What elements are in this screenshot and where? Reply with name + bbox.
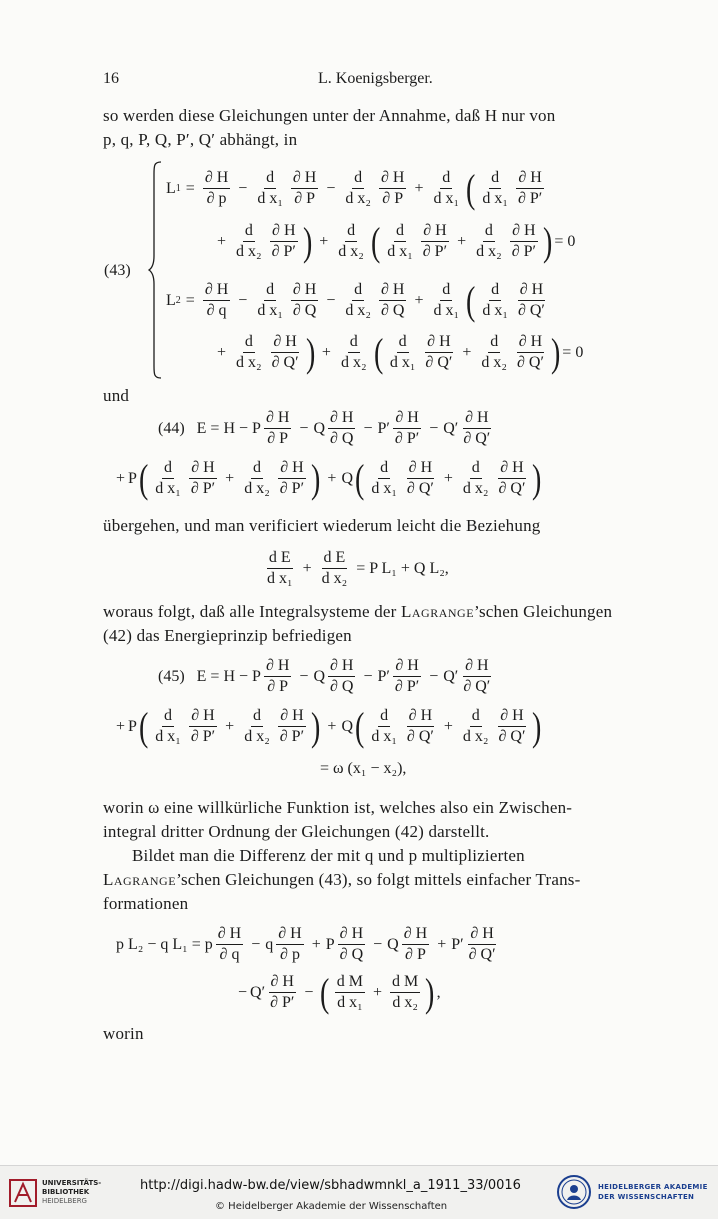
text-line: und (103, 386, 130, 405)
equation-43-line-2: + $\frac{d}{\text{d x₂}}$ $\frac{\partial H}{\partial P'}$ ) + $\frac{d}{\text{d x₂}}$ ( $\frac{d}{\text{d x₁}}$ $\frac{\partial H}{\partial P'}$ + $\frac{d}{\text{d x₂}}$ $\frac{\partial H}{\partial P'}$ ) = 0 (217, 218, 576, 264)
text-line: Bildet man die Differenz der mit q und p multiplizierten (132, 846, 525, 865)
equation-43-line-4: + $\frac{d}{\text{d x₂}}$ $\frac{\partial H}{\partial Q'}$ ) + $\frac{d}{\text{d x₂}}$ ( $\frac{d}{\text{d x₁}}$ $\frac{\partial H}{\partial Q'}$ + $\frac{d}{\text{d x₂}}$ $\frac{\partial H}{\partial Q'}$ ) = 0 (217, 329, 584, 375)
text-line: p, q, P, Q, P′, Q′ abhängt, in (103, 130, 298, 149)
digital-copy-link[interactable]: http://digi.hadw-bw.de/view/sbhadwmnkl_a_1911_33/0016 (140, 1178, 521, 1193)
library-name: UNIVERSITÄTS- BIBLIOTHEK HEIDELBERG (42, 1179, 102, 1205)
difference-equation-line-2: − Q′ $\frac{\partial H}{\partial P'}$ − ( $\frac{\text{d M}}{\text{d x₁}}$ + $\frac{\text{d M}}{\text{d x₂}}$ ) , (238, 969, 441, 1015)
equation-number: (43) (104, 262, 131, 279)
equation-44-line-1: (44) E = H − P $\frac{\partial H}{\partial P}$ − Q $\frac{\partial H}{\partial Q}$ − P′ $\frac{\partial H}{\partial P'}$ − Q′ $\frac{\partial H}{\partial Q'}$ (158, 409, 491, 447)
difference-equation-line-1: p L₂ − q L₁ = p $\frac{\partial H}{\partial q}$ − q $\frac{\partial H}{\partial p}$ + P $\frac{\partial H}{\partial Q}$ − Q $\frac{\partial H}{\partial P}$ + P′ $\frac{\partial H}{\partial Q'}$ (116, 925, 496, 963)
equation-45-line-2: + P ( $\frac{d}{\text{d x₁}}$ $\frac{\partial H}{\partial P'}$ + $\frac{d}{\text{d x₂}}$ $\frac{\partial H}{\partial P'}$ ) + Q ( $\frac{d}{\text{d x₁}}$ $\frac{\partial H}{\partial Q'}$ + $\frac{d}{\text{d x₂}}$ $\frac{\partial H}{\partial Q'}$ ) (116, 703, 542, 749)
text-line: so werden diese Gleichungen unter der Annahme, daß H nur von (103, 106, 556, 125)
academy-name: HEIDELBERGER AKADEMIE DER WISSENSCHAFTEN (598, 1183, 708, 1201)
equation-45-line-1: (45) E = H − P $\frac{\partial H}{\partial P}$ − Q $\frac{\partial H}{\partial Q}$ − P′ $\frac{\partial H}{\partial P'}$ − Q′ $\frac{\partial H}{\partial Q'}$ (158, 657, 491, 695)
equation-45-line-3: = ω (x₁ − x₂), (320, 760, 407, 777)
text-line: worin ω eine willkürliche Funktion ist, welches also ein Zwischen- (103, 798, 573, 817)
text-line: übergehen, und man verificiert wiederum leicht die Beziehung (103, 516, 541, 535)
relation-equation: $\frac{\text{d E}}{\text{d x₁}}$ + $\frac{\text{d E}}{\text{d x₂}}$ = P L₁ + Q L₂, (267, 549, 449, 587)
text-line: Lagrange’schen Gleichungen (43), so folgt mittels einfacher Trans- (103, 870, 581, 889)
equation-43-line-1: L 1 = $\frac{\partial H}{\partial p}$ − $\frac{d}{\text{d x₁}}$ $\frac{\partial H}{\partial P}$ − $\frac{d}{\text{d x₂}}$ $\frac{\partial H}{\partial P}$ + $\frac{d}{\text{d x₁}}$ ( $\frac{d}{\text{d x₁}}$ $\frac{\partial H}{\partial P'}$ (166, 165, 543, 211)
running-title: L. Koenigsberger. (318, 70, 433, 87)
text-line: woraus folgt, daß alle Integralsysteme der Lagrange’schen Gleichungen (103, 602, 613, 621)
text-line: worin (103, 1024, 144, 1043)
academy-seal-icon (556, 1174, 592, 1210)
page-number: 16 (103, 70, 119, 87)
university-library-logo-icon (8, 1176, 38, 1210)
equation-43-line-3: L 2 = $\frac{\partial H}{\partial q}$ − $\frac{d}{\text{d x₁}}$ $\frac{\partial H}{\partial Q}$ − $\frac{d}{\text{d x₂}}$ $\frac{\partial H}{\partial Q}$ + $\frac{d}{\text{d x₁}}$ ( $\frac{d}{\text{d x₁}}$ $\frac{\partial H}{\partial Q'}$ (166, 277, 545, 323)
equation-44-line-2: + P ( $\frac{d}{\text{d x₁}}$ $\frac{\partial H}{\partial P'}$ + $\frac{d}{\text{d x₂}}$ $\frac{\partial H}{\partial P'}$ ) + Q ( $\frac{d}{\text{d x₁}}$ $\frac{\partial H}{\partial Q'}$ + $\frac{d}{\text{d x₂}}$ $\frac{\partial H}{\partial Q'}$ ) (116, 455, 542, 501)
text-line: formationen (103, 894, 189, 913)
text-line: integral dritter Ordnung der Gleichungen (42) darstellt. (103, 822, 490, 841)
text-line: (42) das Energieprinzip befriedigen (103, 626, 352, 645)
footer-bar (0, 1165, 718, 1219)
left-brace (148, 160, 162, 380)
copyright-notice: © Heidelberger Akademie der Wissenschaften (215, 1201, 448, 1212)
